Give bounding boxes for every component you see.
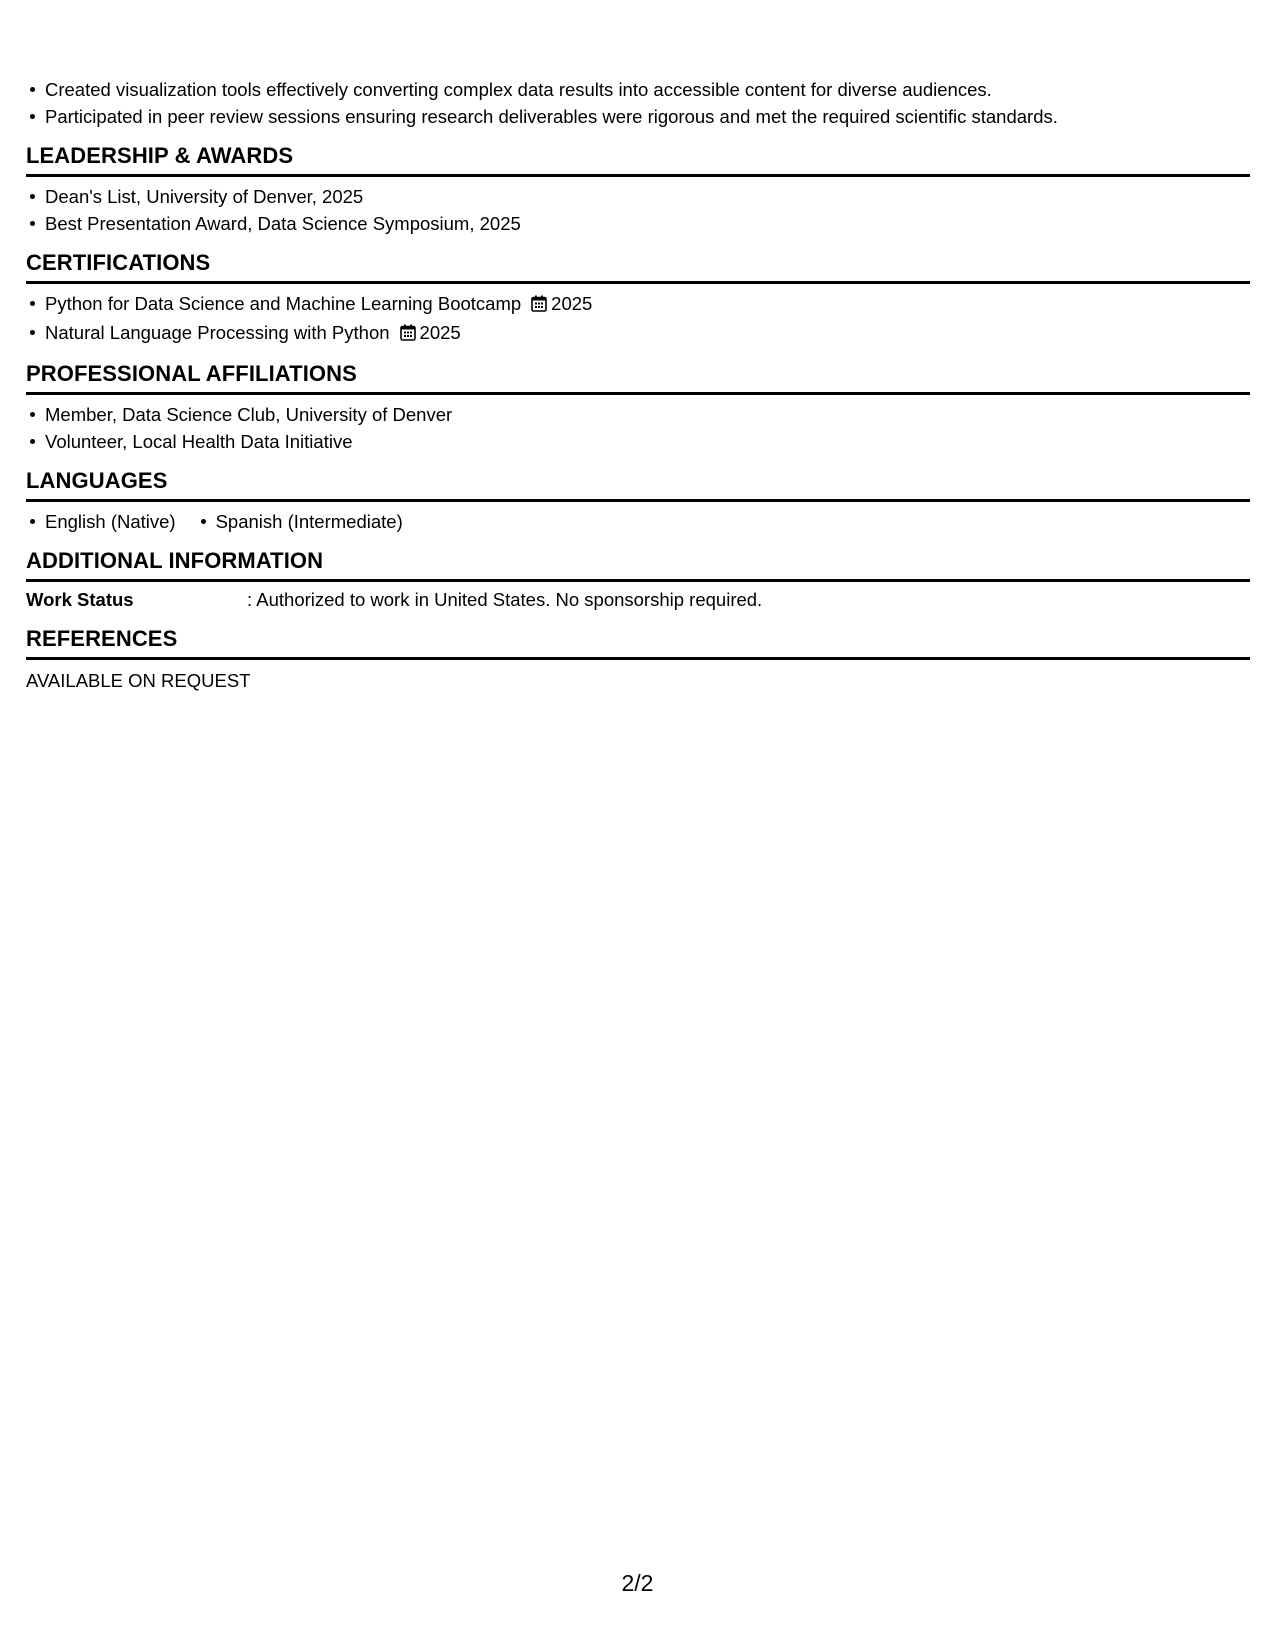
work-status-row <box>26 586 1250 613</box>
work-status-value: : Authorized to work in United States. No sponsorship required. <box>247 589 763 610</box>
list-item: Volunteer, Local Health Data Initiative <box>45 428 1250 455</box>
section-title: PROFESSIONAL AFFILIATIONS <box>26 360 1250 395</box>
calendar-icon <box>531 292 547 319</box>
certification-name: Python for Data Science and Machine Learning Bootcamp <box>45 293 522 314</box>
section-title: LANGUAGES <box>26 467 1250 502</box>
references-text: AVAILABLE ON REQUEST <box>26 670 251 691</box>
page-number: 2/2 <box>621 1570 654 1596</box>
section-title: REFERENCES <box>26 625 1250 660</box>
section-title: CERTIFICATIONS <box>26 249 1250 284</box>
list-item <box>45 290 1250 319</box>
leadership-list <box>26 183 1250 237</box>
affiliations-section <box>26 360 1250 455</box>
certification-year: 2025 <box>419 322 461 343</box>
list-item: Participated in peer review sessions ensuring research deliverables were rigorous and met the required scientific standards. <box>45 103 1250 130</box>
languages-list <box>26 508 1250 535</box>
certification-year: 2025 <box>551 293 593 314</box>
affiliations-list <box>26 401 1250 455</box>
list-item: Dean's List, University of Denver, 2025 <box>45 183 1250 210</box>
list-item: Member, Data Science Club, University of Denver <box>45 401 1250 428</box>
work-status-label: Work Status <box>26 589 134 610</box>
certifications-list <box>26 290 1250 348</box>
list-item: English (Native) <box>45 508 176 535</box>
list-item: Spanish (Intermediate) <box>216 508 403 535</box>
leadership-section <box>26 142 1250 237</box>
section-title: LEADERSHIP & AWARDS <box>26 142 1250 177</box>
list-item: Best Presentation Award, Data Science Symposium, 2025 <box>45 210 1250 237</box>
section-title: ADDITIONAL INFORMATION <box>26 547 1250 582</box>
languages-section <box>26 467 1250 535</box>
list-item: Created visualization tools effectively converting complex data results into accessible content for diverse audiences. <box>45 76 1250 103</box>
additional-info-section <box>26 547 1250 613</box>
references-section <box>26 625 1250 694</box>
certifications-section <box>26 249 1250 348</box>
certification-name: Natural Language Processing with Python <box>45 322 390 343</box>
resume-page <box>26 76 1250 694</box>
calendar-icon <box>400 321 416 348</box>
experience-bullet-list <box>26 76 1250 130</box>
list-item <box>45 319 1250 348</box>
